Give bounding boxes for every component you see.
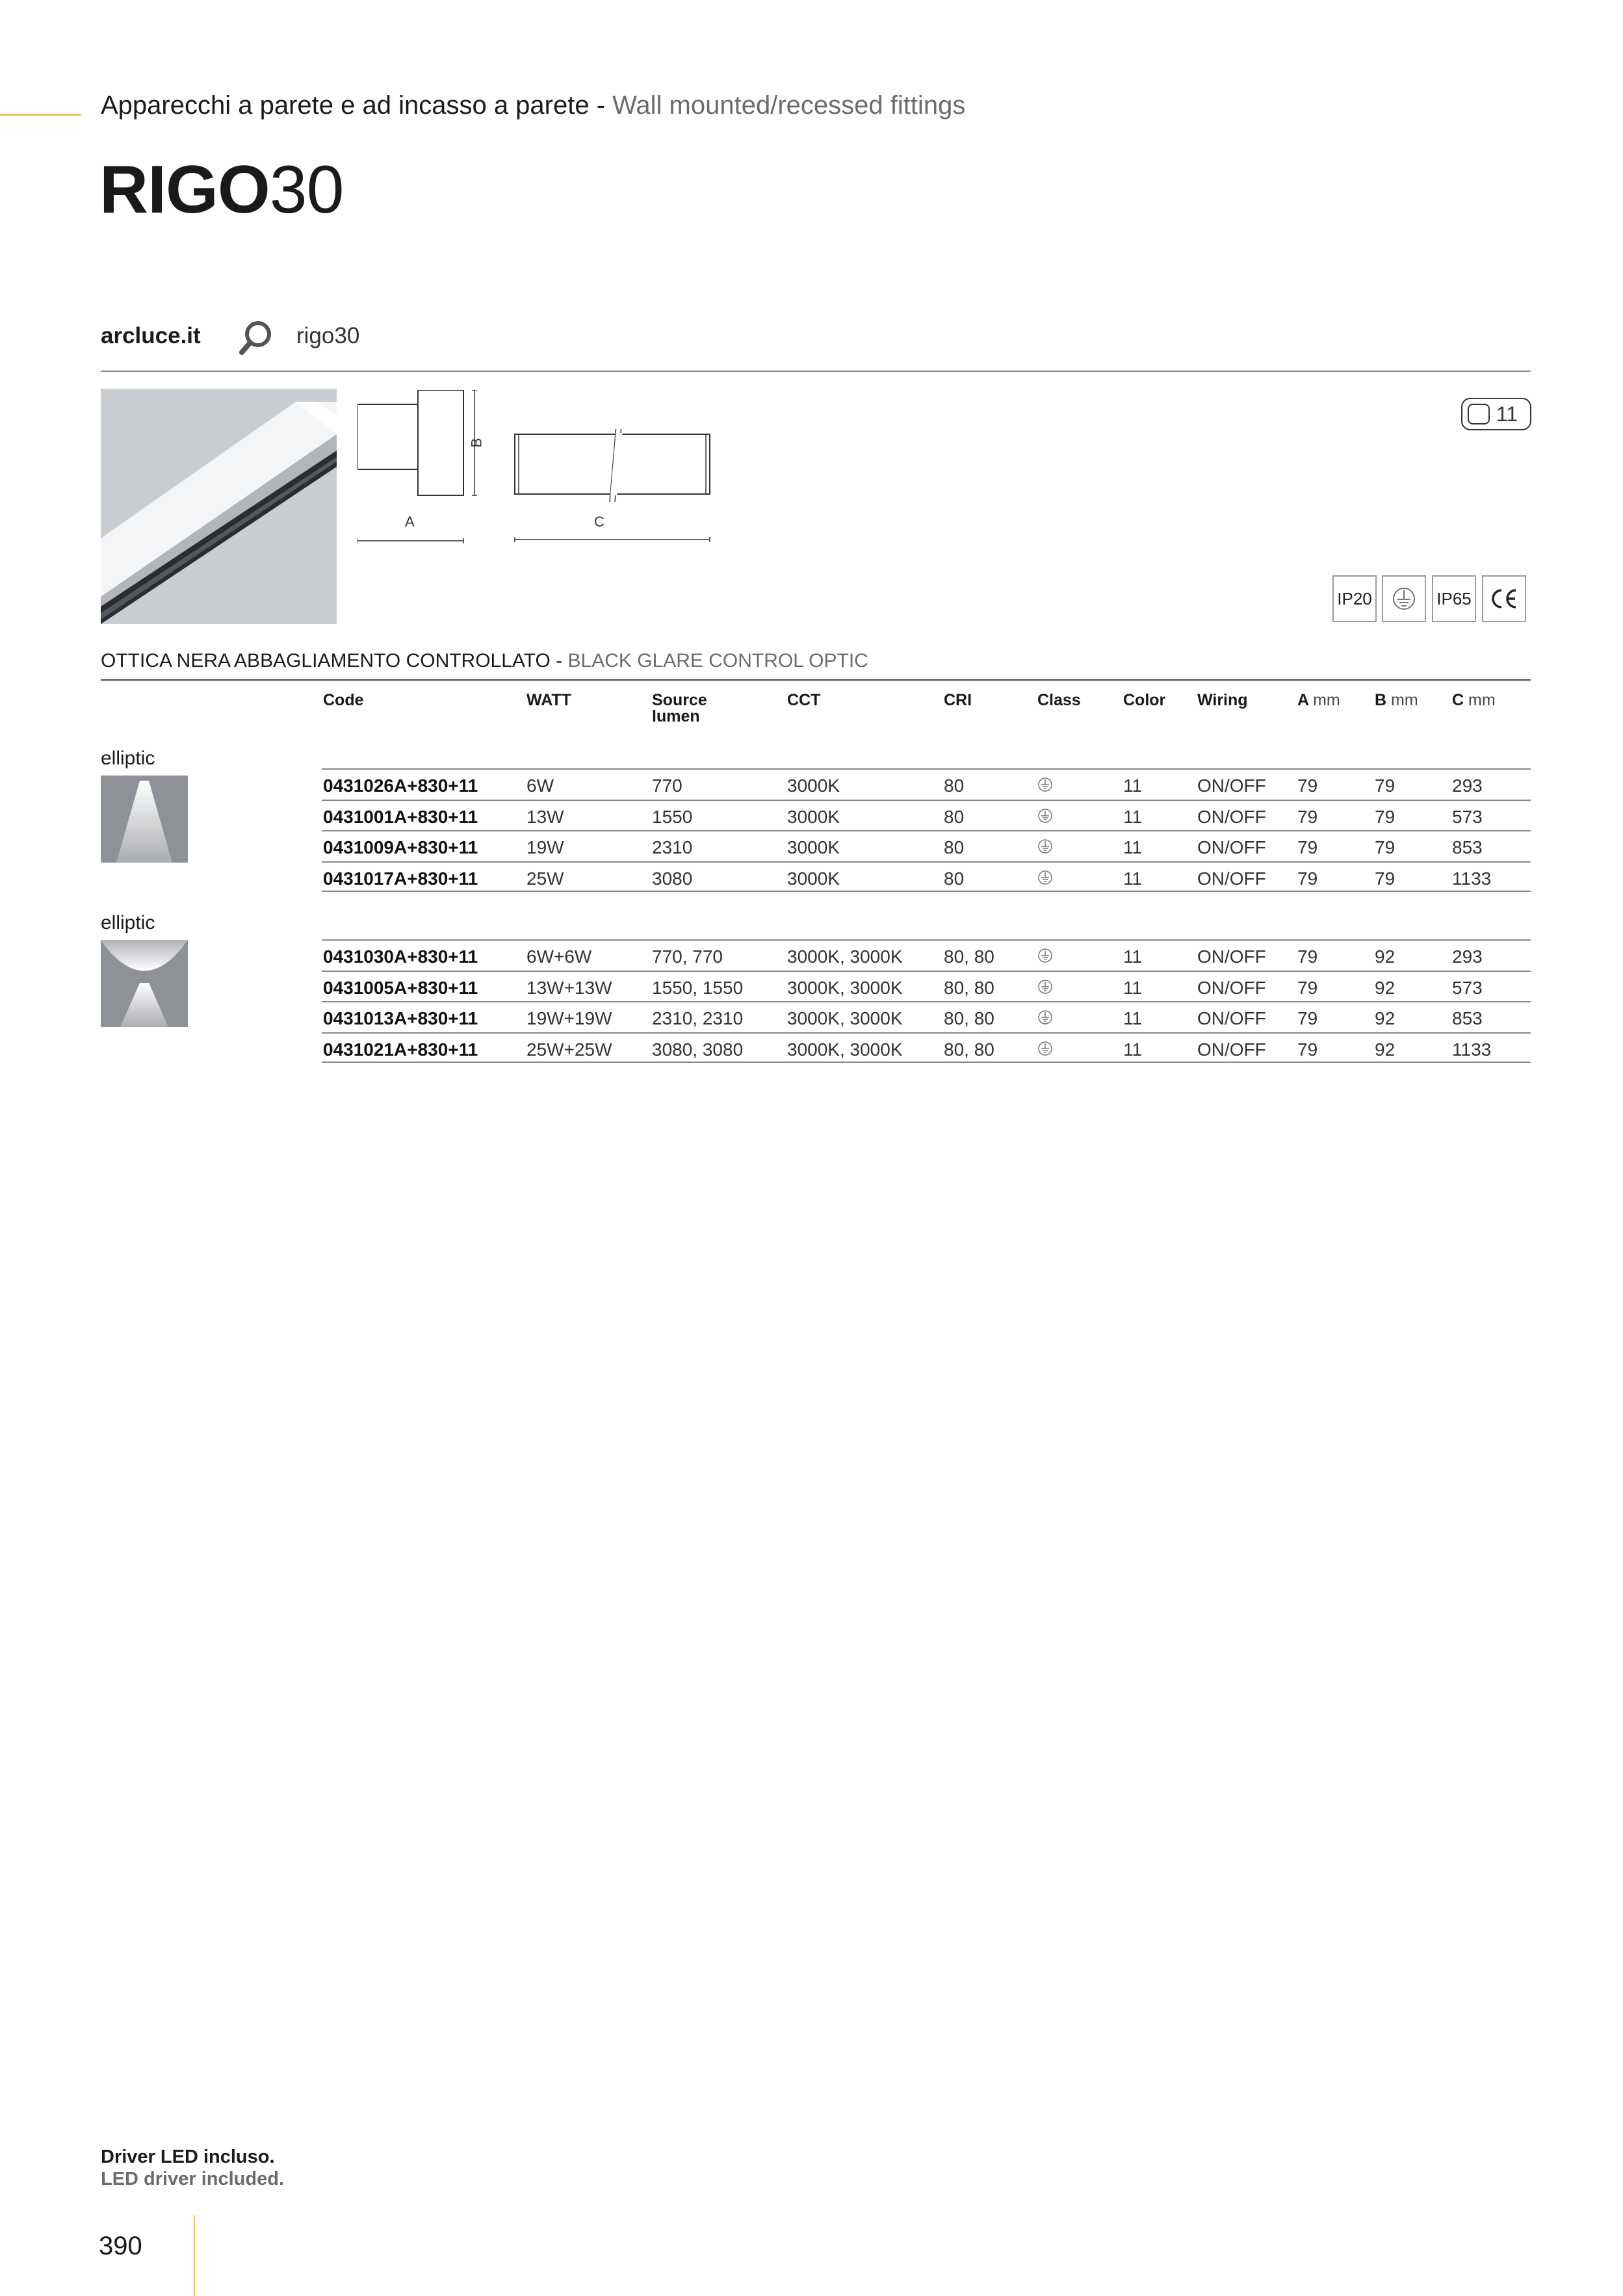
ip20-badge: IP20 [1332,575,1377,622]
section-heading [101,91,965,120]
cell-lumen: 3080, 3080 [652,1039,744,1060]
cell-watt: 6W+6W [526,946,592,967]
table-row [322,1032,1531,1063]
cell-wiring: ON/OFF [1197,977,1266,998]
cell-cri: 80, 80 [944,946,994,967]
cell-b: 92 [1375,1008,1396,1028]
cell-b: 79 [1375,868,1396,889]
cell-wiring: ON/OFF [1197,946,1266,967]
product-photo-illustration [101,389,337,624]
cell-code: 0431021A+830+11 [323,1039,478,1060]
double-beam-icon [101,940,188,1027]
header-b-label: B [1375,691,1387,709]
table-group-2 [322,939,1531,1063]
cell-lumen: 2310, 2310 [652,1008,744,1028]
header-cct: CCT [787,691,821,709]
cell-wiring: ON/OFF [1197,1039,1266,1060]
color-code-badge [1461,398,1531,430]
cell-cct: 3000K [787,868,840,889]
cell-c: 1133 [1452,868,1492,889]
cell-lumen: 1550, 1550 [652,977,744,998]
ground-class-icon [1037,808,1053,824]
cell-watt: 6W [526,776,554,796]
cell-b: 92 [1375,977,1396,998]
cell-color: 11 [1123,806,1143,827]
cell-a: 79 [1297,977,1318,998]
cell-color: 11 [1123,837,1143,857]
cell-color: 11 [1123,868,1143,889]
divider [101,371,1531,372]
cell-lumen: 770 [652,776,682,796]
cell-wiring: ON/OFF [1197,837,1266,857]
single-beam-icon [101,776,188,863]
table-row [322,768,1531,800]
table-row [322,800,1531,831]
ce-mark-badge [1482,575,1526,622]
driver-note-en: LED driver included. [101,2169,284,2189]
ground-class-icon [1037,870,1053,885]
cell-b: 79 [1375,776,1396,796]
cell-c: 573 [1452,806,1483,827]
cell-code: 0431026A+830+11 [323,776,478,796]
cell-a: 79 [1297,837,1318,857]
cell-watt: 25W+25W [526,1039,612,1060]
search-icon[interactable] [237,319,274,356]
cell-lumen: 770, 770 [652,946,723,967]
table-row [322,861,1531,893]
header-c [1452,692,1496,709]
cell-cri: 80, 80 [944,1039,994,1060]
cell-a: 79 [1297,776,1318,796]
ground-class-icon [1037,948,1053,963]
cell-c: 293 [1452,776,1483,796]
accent-line [0,114,81,116]
cell-a: 79 [1297,1039,1318,1060]
header-source-lumen [652,692,707,725]
cell-cct: 3000K [787,806,840,827]
cell-code: 0431005A+830+11 [323,977,478,998]
header-b [1375,692,1418,709]
page-number: 390 [99,2232,142,2260]
table-group-1 [322,768,1531,892]
header-wiring: Wiring [1197,691,1248,709]
table-row [322,1001,1531,1032]
cell-c: 293 [1452,946,1483,967]
cell-cri: 80, 80 [944,977,994,998]
section-heading-it: Apparecchi a parete e ad incasso a parete [101,91,590,120]
cell-a: 79 [1297,946,1318,967]
cell-watt: 13W [526,806,564,827]
header-code: Code [323,691,364,709]
cell-code: 0431017A+830+11 [323,868,478,889]
header-watt: WATT [526,691,571,709]
cell-b: 92 [1375,1039,1396,1060]
header-class: Class [1037,691,1081,709]
header-color: Color [1123,691,1166,709]
cell-cct: 3000K [787,776,840,796]
cell-wiring: ON/OFF [1197,1008,1266,1028]
color-code: 11 [1496,402,1518,426]
group-label: elliptic [101,748,155,769]
header-lumen-line2: lumen [652,707,700,725]
table-row [322,971,1531,1002]
cell-cct: 3000K, 3000K [787,977,903,998]
cell-cri: 80, 80 [944,1008,994,1028]
ground-class-icon [1037,1041,1053,1056]
search-term[interactable]: rigo30 [296,323,360,348]
cell-code: 0431009A+830+11 [323,837,478,857]
cell-lumen: 1550 [652,806,693,827]
cell-b: 79 [1375,806,1396,827]
ground-class-icon [1037,777,1053,792]
cell-a: 79 [1297,806,1318,827]
color-swatch-icon [1468,404,1490,424]
group-label: elliptic [101,912,155,933]
cell-color: 11 [1123,977,1143,998]
ground-class-icon [1037,979,1053,995]
header-a-unit: mm [1313,691,1340,709]
cell-b: 92 [1375,946,1396,967]
site-link[interactable]: arcluce.it [101,323,201,348]
cell-watt: 25W [526,868,564,889]
cell-color: 11 [1123,1008,1143,1028]
cell-watt: 19W+19W [526,1008,612,1028]
cell-b: 79 [1375,837,1396,857]
cell-code: 0431030A+830+11 [323,946,478,967]
cell-watt: 13W+13W [526,977,612,998]
page-divider [194,2215,195,2296]
cell-a: 79 [1297,868,1318,889]
ground-class-icon [1037,1010,1053,1025]
cell-lumen: 3080 [652,868,693,889]
cell-cct: 3000K, 3000K [787,946,903,967]
optic-heading-it: OTTICA NERA ABBAGLIAMENTO CONTROLLATO [101,650,551,672]
table-row [322,939,1531,971]
product-title-light: 30 [269,152,344,228]
cell-wiring: ON/OFF [1197,868,1266,889]
cell-wiring: ON/OFF [1197,776,1266,796]
header-a [1297,692,1340,709]
cell-c: 853 [1452,1008,1483,1028]
driver-note-it: Driver LED incluso. [101,2146,275,2167]
header-c-label: C [1452,691,1464,709]
cell-cri: 80 [944,868,965,889]
cell-cct: 3000K, 3000K [787,1039,903,1060]
cell-a: 79 [1297,1008,1318,1028]
cell-cri: 80 [944,806,965,827]
ground-icon [1391,586,1417,612]
technical-drawing-front [513,429,721,549]
header-a-label: A [1297,691,1309,709]
cell-color: 11 [1123,946,1143,967]
optic-heading [101,650,868,672]
cell-c: 573 [1452,977,1483,998]
dimension-label-a: A [405,514,415,530]
cell-color: 11 [1123,776,1143,796]
cell-cri: 80 [944,837,965,857]
product-photo [101,389,337,624]
section-heading-separator: - [589,91,613,120]
cell-watt: 19W [526,837,564,857]
cell-cct: 3000K [787,837,840,857]
cell-cct: 3000K, 3000K [787,1008,903,1028]
table-row [322,830,1531,861]
cell-color: 11 [1123,1039,1143,1060]
ce-mark-icon [1488,587,1520,610]
technical-drawing-side [357,390,478,549]
ground-class-icon [1037,839,1053,854]
header-cri: CRI [944,691,972,709]
header-c-unit: mm [1468,691,1496,709]
cell-c: 1133 [1452,1039,1492,1060]
header-lumen-line1: Source [652,691,707,709]
optic-heading-separator: - [550,650,568,672]
optic-heading-en: BLACK GLARE CONTROL OPTIC [567,650,868,672]
divider [101,679,1531,681]
cell-code: 0431013A+830+11 [323,1008,478,1028]
dimension-label-c: C [594,514,604,530]
header-b-unit: mm [1391,691,1418,709]
cell-wiring: ON/OFF [1197,806,1266,827]
product-title [99,151,343,229]
cell-code: 0431001A+830+11 [323,806,478,827]
ip65-badge: IP65 [1432,575,1476,622]
product-title-bold: RIGO [99,152,270,228]
ground-class-badge [1382,575,1426,622]
cell-cri: 80 [944,776,965,796]
cell-c: 853 [1452,837,1483,857]
dimension-label-b: B [468,437,485,448]
cell-lumen: 2310 [652,837,693,857]
section-heading-en: Wall mounted/recessed fittings [612,91,966,120]
